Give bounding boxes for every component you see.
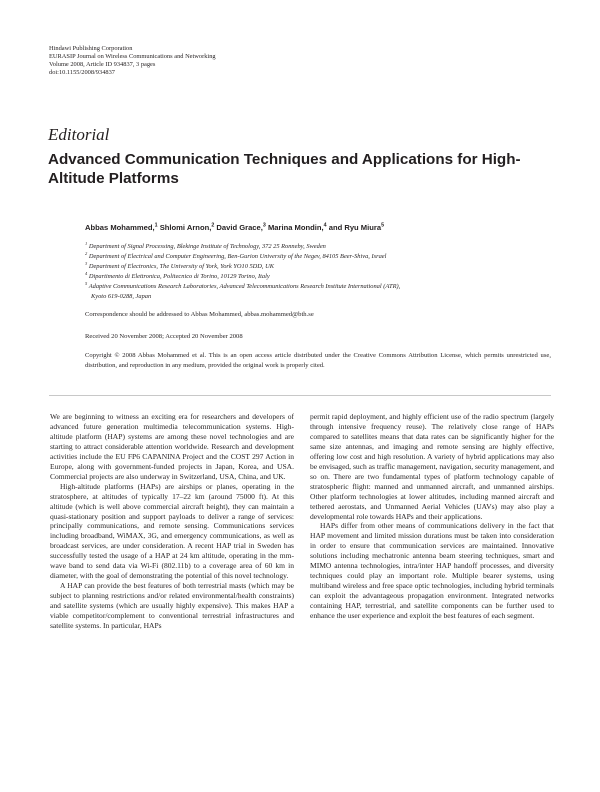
author-name: David Grace, xyxy=(216,223,263,232)
author-name: Marina Mondin, xyxy=(267,223,324,232)
body-column-left xyxy=(50,412,294,631)
author-name: and Ryu Miura xyxy=(328,223,382,232)
section-label: Editorial xyxy=(48,125,110,144)
author-affil-mark: 4 xyxy=(323,222,327,229)
volume-line: Volume 2008, Article ID 934837, 3 pages xyxy=(49,61,156,69)
body-column-right xyxy=(310,412,554,621)
affiliation-item: $^5$ Adaptive Communications Research Laboratories, Advanced Telecommunications Research Institute International (ATR), xyxy=(85,280,401,290)
copyright-notice: Copyright © 2008 Abbas Mohammed et al. This is an open access article distributed under the Creative Commons Attribution License, which permits unrestricted use, distribution, and reproduction in any medium, provided the original work is properly cited. xyxy=(85,352,551,369)
affiliation-continuation: Kyoto 619-0288, Japan xyxy=(91,293,152,300)
journal-name-line: EURASIP Journal on Wireless Communications and Networking xyxy=(49,53,216,61)
section-divider xyxy=(49,395,551,396)
author-affil-mark: 3 xyxy=(262,222,266,229)
author-affil-mark: 1 xyxy=(154,222,158,229)
author-affil-mark: 5 xyxy=(381,222,385,229)
correspondence-note: Correspondence should be addressed to Abbas Mohammed, abbas.mohammed@bth.se xyxy=(85,311,314,318)
body-paragraph: High-altitude platforms (HAPs) are airships or planes, operating in the stratosphere, at altitudes of typically 17–22 km (around 75000 ft). At this altitude (which is well above commercial aircraft height), they can maintain a quasi-stationary position and support payloads to deliver a range of services: principally communications, and remote sensing. Communications services including broadband, WiMAX, 3G, and emergency communications, as well as broadcast services, are under consideration. A recent HAP trial in Sweden has successfully tested the usage of a HAP at 24 km altitude, operating in the mm-wave band to send data via Wi-Fi (802.11b) to a coverage area of 60 km in diameter, with the goal of demonstrating the potential of this novel technology. xyxy=(50,481,294,581)
body-paragraph: A HAP can provide the best features of both terrestrial masts (which may be subject to planning restrictions and/or related environmental/health constraints) and satellite systems (which are usually highly expensive). This makes HAP a viable competitor/complement to conventional terrestrial infrastructures and satellite systems. In particular, HAPs xyxy=(50,581,294,631)
affiliation-item: $^4$ Dipartimento di Elettronica, Politecnico di Torino, 10129 Torino, Italy xyxy=(85,270,270,280)
body-paragraph: HAPs differ from other means of communications delivery in the fact that HAP movement and limited mission durations must be taken into consideration in order to ensure that communication services are maintained. Innovative solutions including mechatronic antenna beam steering techniques, smart and MIMO antenna technologies, intra/inter HAP handoff processes, and diversity techniques could play an important role. Multiple bearer systems, using multiband wireless and free space optic technologies, including hybrid terminals can exploit the advantageous propagation environment. Integrated networks containing HAP, terrestrial, and satellite components can be further used to enhance the user experience and exploit the best features of each segment. xyxy=(310,521,554,621)
author-name: Shlomi Arnon, xyxy=(159,223,212,232)
author-list xyxy=(85,223,384,232)
received-dates: Received 20 November 2008; Accepted 20 November 2008 xyxy=(85,333,243,340)
body-paragraph: We are beginning to witness an exciting era for researchers and developers of advanced future generation multimedia telecommunication systems. High-altitude platform (HAP) systems are among these novel technologies and are starting to attract considerable attention worldwide. Research and development activities include the EU FP6 CAPANINA Project and the COST 297 Action in Europe, along with government-funded projects in Japan, Korea, and USA. Commercial projects are also underway in Switzerland, USA, China, and UK. xyxy=(50,412,294,481)
article-title: Advanced Communication Techniques and Applications for High-Altitude Platforms xyxy=(48,151,521,187)
doi-line: doi:10.1155/2008/934837 xyxy=(49,69,115,77)
affiliations xyxy=(85,242,555,302)
affiliation-item: $^2$ Department of Electrical and Computer Engineering, Ben-Gurion University of the Negev, 84105 Beer-Shiva, Israel xyxy=(85,250,387,260)
author-affil-mark: 2 xyxy=(211,222,215,229)
journal-header xyxy=(49,45,216,77)
affiliation-item: $^1$ Department of Signal Processing, Blekinge Institute of Technology, 372 25 Ronneby, Sweden xyxy=(85,240,326,250)
affiliation-item: $^3$ Department of Electronics, The University of York, York YO10 5DD, UK xyxy=(85,260,274,270)
body-paragraph: permit rapid deployment, and highly efficient use of the radio spectrum (largely through intensive frequency reuse). The relatively close range of HAPs compared to satellites means that data rates can be significantly higher for the same size antennas, and imaging and remote sensing are highly effective, offering low cost and high resolution. A variety of hybrid applications may also be envisaged, such as traffic management, navigation, security management, and so on. There are two fundamental types of platform technology capable of stratospheric flight: manned and unmanned aircraft, and unmanned airships. Other platform technologies at lower altitudes, including manned aircraft and tethered aerostats, and Unmanned Aerial Vehicles (UAVs) may also play a developmental role towards HAPs and their applications. xyxy=(310,412,554,521)
author-name: Abbas Mohammed, xyxy=(85,223,155,232)
publisher-line: Hindawi Publishing Corporation xyxy=(49,45,133,52)
